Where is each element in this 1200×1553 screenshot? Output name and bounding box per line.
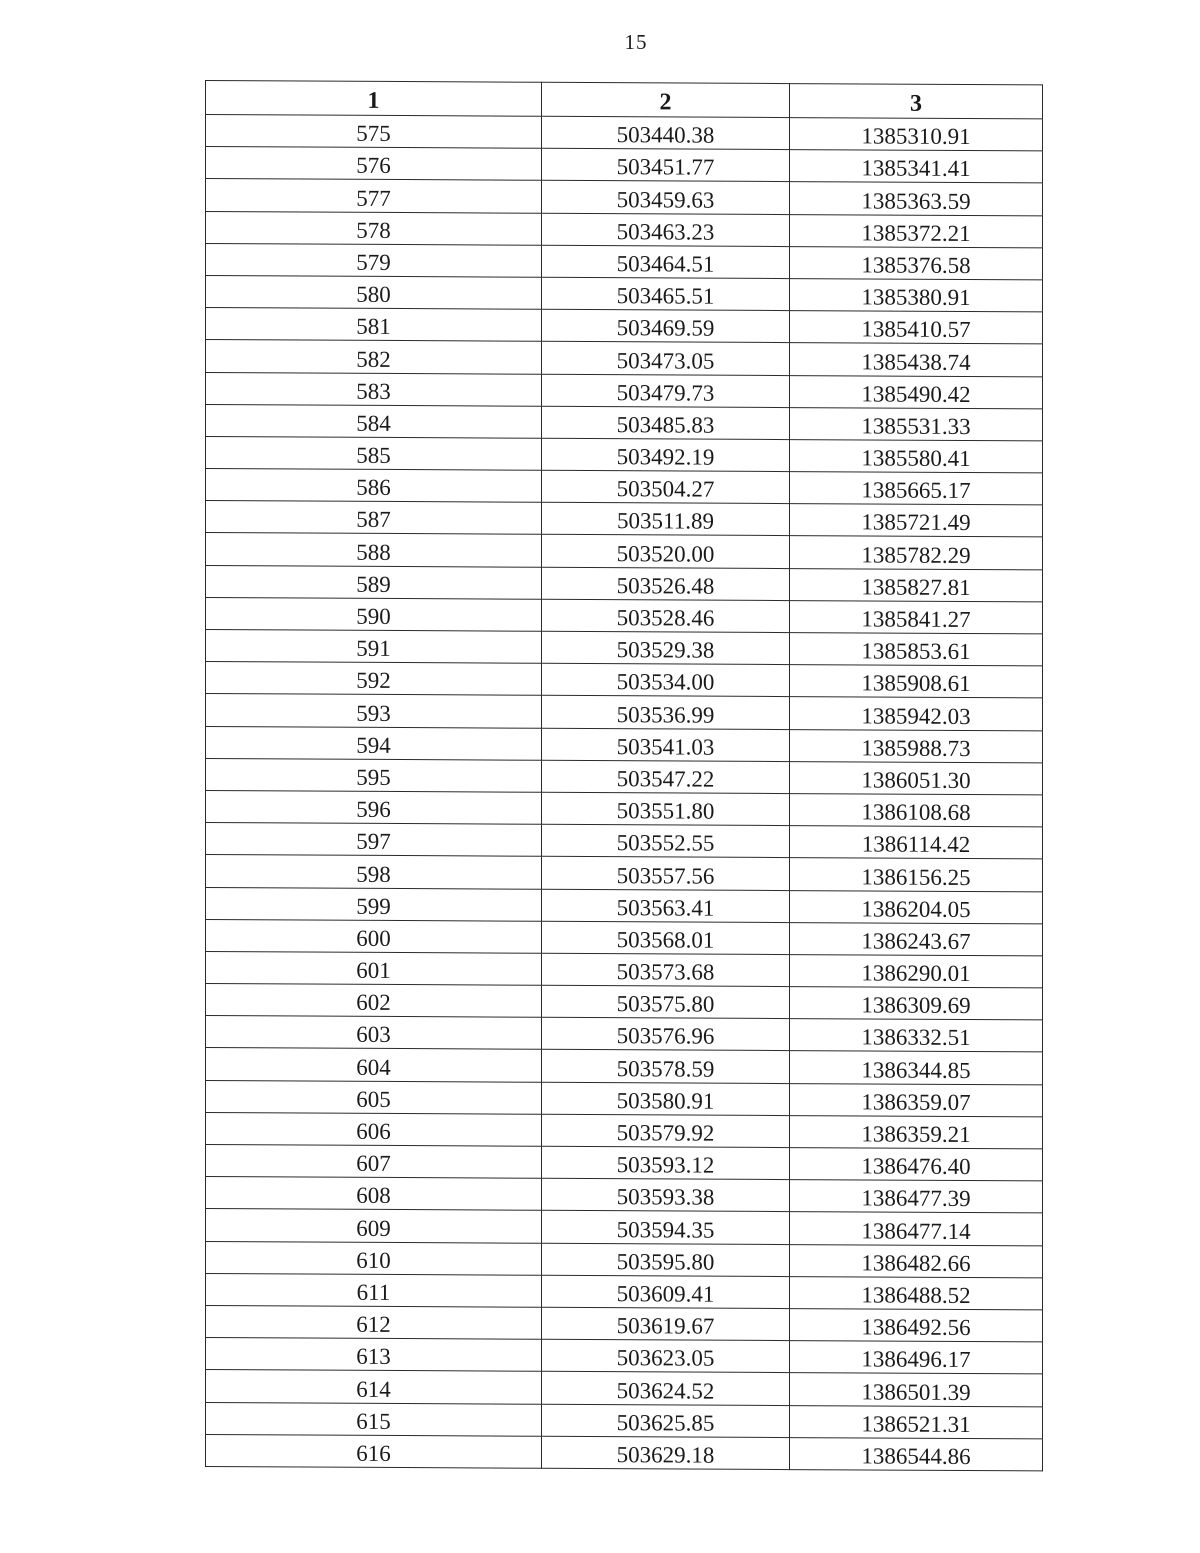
point-number-cell: 611	[206, 1273, 542, 1307]
header-row	[206, 81, 1043, 119]
table-row	[206, 1305, 1043, 1342]
table-row	[206, 1209, 1043, 1246]
table-row	[206, 1080, 1043, 1117]
point-number-cell: 587	[206, 501, 542, 535]
x-coordinate-cell: 503464.51	[542, 245, 790, 278]
y-coordinate-cell: 1386156.25	[790, 858, 1043, 892]
header-cell-col-2: 2	[542, 82, 790, 117]
table-row	[206, 1016, 1043, 1053]
point-number-cell: 600	[206, 919, 542, 953]
table-row	[206, 597, 1043, 634]
point-number-cell: 580	[206, 275, 542, 309]
x-coordinate-cell: 503479.73	[542, 374, 790, 407]
table-row	[206, 1145, 1043, 1182]
y-coordinate-cell: 1385721.49	[790, 504, 1043, 538]
y-coordinate-cell: 1386501.39	[790, 1373, 1043, 1407]
x-coordinate-cell: 503568.01	[542, 921, 790, 954]
x-coordinate-cell: 503563.41	[542, 889, 790, 922]
x-coordinate-cell: 503511.89	[542, 503, 790, 536]
y-coordinate-cell: 1385363.59	[790, 182, 1043, 216]
x-coordinate-cell: 503459.63	[542, 181, 790, 214]
table-row	[206, 1241, 1043, 1278]
table-row	[206, 694, 1043, 731]
table-row	[206, 275, 1043, 312]
x-coordinate-cell: 503625.85	[542, 1404, 790, 1437]
point-number-cell: 615	[206, 1402, 542, 1436]
x-coordinate-cell: 503594.35	[542, 1211, 790, 1244]
coordinates-table-container	[205, 80, 1042, 1471]
point-number-cell: 612	[206, 1305, 542, 1339]
table-row	[206, 1273, 1043, 1310]
point-number-cell: 584	[206, 404, 542, 438]
x-coordinate-cell: 503528.46	[542, 599, 790, 632]
y-coordinate-cell: 1386108.68	[790, 793, 1043, 827]
y-coordinate-cell: 1385341.41	[790, 150, 1043, 184]
x-coordinate-cell: 503576.96	[542, 1018, 790, 1051]
x-coordinate-cell: 503579.92	[542, 1114, 790, 1147]
x-coordinate-cell: 503575.80	[542, 985, 790, 1018]
table-row	[206, 533, 1043, 570]
table-header	[206, 81, 1043, 119]
point-number-cell: 583	[206, 372, 542, 406]
x-coordinate-cell: 503629.18	[542, 1436, 790, 1469]
table-row	[206, 758, 1043, 795]
y-coordinate-cell: 1385438.74	[790, 343, 1043, 377]
point-number-cell: 613	[206, 1338, 542, 1372]
point-number-cell: 591	[206, 630, 542, 664]
point-number-cell: 604	[206, 1048, 542, 1082]
y-coordinate-cell: 1385988.73	[790, 729, 1043, 763]
y-coordinate-cell: 1386477.39	[790, 1180, 1043, 1214]
x-coordinate-cell: 503536.99	[542, 696, 790, 729]
page-number: 15	[624, 30, 648, 54]
y-coordinate-cell: 1386544.86	[790, 1437, 1043, 1471]
y-coordinate-cell: 1386332.51	[790, 1019, 1043, 1053]
y-coordinate-cell: 1386309.69	[790, 987, 1043, 1021]
x-coordinate-cell: 503580.91	[542, 1082, 790, 1115]
y-coordinate-cell: 1386359.07	[790, 1083, 1043, 1117]
y-coordinate-cell: 1386476.40	[790, 1148, 1043, 1182]
y-coordinate-cell: 1386243.67	[790, 922, 1043, 956]
y-coordinate-cell: 1385942.03	[790, 697, 1043, 731]
table-row	[206, 726, 1043, 763]
y-coordinate-cell: 1386114.42	[790, 826, 1043, 860]
y-coordinate-cell: 1386477.14	[790, 1212, 1043, 1246]
table-row	[206, 243, 1043, 280]
table-row	[206, 179, 1043, 216]
x-coordinate-cell: 503623.05	[542, 1339, 790, 1372]
point-number-cell: 592	[206, 662, 542, 696]
header-cell-col-3: 3	[790, 84, 1043, 119]
point-number-cell: 607	[206, 1145, 542, 1179]
table-row	[206, 436, 1043, 473]
point-number-cell: 608	[206, 1177, 542, 1211]
point-number-cell: 588	[206, 533, 542, 567]
point-number-cell: 575	[206, 115, 542, 149]
table-row	[206, 469, 1043, 506]
x-coordinate-cell: 503593.12	[542, 1146, 790, 1179]
y-coordinate-cell: 1385782.29	[790, 536, 1043, 570]
table-row	[206, 951, 1043, 988]
y-coordinate-cell: 1385372.21	[790, 214, 1043, 248]
x-coordinate-cell: 503469.59	[542, 309, 790, 342]
y-coordinate-cell: 1386488.52	[790, 1276, 1043, 1310]
y-coordinate-cell: 1386359.21	[790, 1115, 1043, 1149]
y-coordinate-cell: 1385531.33	[790, 407, 1043, 441]
point-number-cell: 581	[206, 308, 542, 342]
table-row	[206, 372, 1043, 409]
x-coordinate-cell: 503551.80	[542, 792, 790, 825]
x-coordinate-cell: 503552.55	[542, 824, 790, 857]
point-number-cell: 577	[206, 179, 542, 213]
y-coordinate-cell: 1385853.61	[790, 633, 1043, 667]
point-number-cell: 579	[206, 243, 542, 277]
point-number-cell: 595	[206, 758, 542, 792]
y-coordinate-cell: 1386482.66	[790, 1244, 1043, 1278]
table-row	[206, 404, 1043, 441]
y-coordinate-cell: 1385310.91	[790, 118, 1043, 152]
y-coordinate-cell: 1386521.31	[790, 1405, 1043, 1439]
table-row	[206, 984, 1043, 1021]
point-number-cell: 603	[206, 1016, 542, 1050]
point-number-cell: 601	[206, 951, 542, 985]
y-coordinate-cell: 1385580.41	[790, 439, 1043, 473]
point-number-cell: 590	[206, 597, 542, 631]
table-row	[206, 501, 1043, 538]
table-row	[206, 790, 1043, 827]
y-coordinate-cell: 1385827.81	[790, 568, 1043, 602]
point-number-cell: 596	[206, 790, 542, 824]
x-coordinate-cell: 503492.19	[542, 438, 790, 471]
x-coordinate-cell: 503529.38	[542, 631, 790, 664]
table-row	[206, 1370, 1043, 1407]
x-coordinate-cell: 503485.83	[542, 406, 790, 439]
point-number-cell: 614	[206, 1370, 542, 1404]
point-number-cell: 589	[206, 565, 542, 599]
point-number-cell: 597	[206, 823, 542, 857]
table-row	[206, 1338, 1043, 1375]
table-row	[206, 115, 1043, 152]
coordinates-table	[205, 80, 1043, 1471]
table-row	[206, 1177, 1043, 1214]
table-row	[206, 855, 1043, 892]
point-number-cell: 598	[206, 855, 542, 889]
x-coordinate-cell: 503520.00	[542, 535, 790, 568]
y-coordinate-cell: 1385376.58	[790, 246, 1043, 280]
table-row	[206, 919, 1043, 956]
x-coordinate-cell: 503593.38	[542, 1178, 790, 1211]
point-number-cell: 578	[206, 211, 542, 245]
y-coordinate-cell: 1386204.05	[790, 890, 1043, 924]
x-coordinate-cell: 503526.48	[542, 567, 790, 600]
x-coordinate-cell: 503573.68	[542, 953, 790, 986]
table-body	[206, 115, 1043, 1471]
table-row	[206, 630, 1043, 667]
point-number-cell: 605	[206, 1080, 542, 1114]
x-coordinate-cell: 503547.22	[542, 760, 790, 793]
x-coordinate-cell: 503473.05	[542, 342, 790, 375]
x-coordinate-cell: 503504.27	[542, 470, 790, 503]
table-row	[206, 662, 1043, 699]
y-coordinate-cell: 1385908.61	[790, 665, 1043, 699]
point-number-cell: 593	[206, 694, 542, 728]
y-coordinate-cell: 1385841.27	[790, 600, 1043, 634]
header-cell-col-1: 1	[206, 81, 542, 117]
x-coordinate-cell: 503557.56	[542, 857, 790, 890]
x-coordinate-cell: 503624.52	[542, 1372, 790, 1405]
y-coordinate-cell: 1386496.17	[790, 1341, 1043, 1375]
table-row	[206, 565, 1043, 602]
x-coordinate-cell: 503463.23	[542, 213, 790, 246]
x-coordinate-cell: 503619.67	[542, 1307, 790, 1340]
y-coordinate-cell: 1385410.57	[790, 311, 1043, 345]
y-coordinate-cell: 1386051.30	[790, 761, 1043, 795]
point-number-cell: 606	[206, 1112, 542, 1146]
point-number-cell: 585	[206, 436, 542, 470]
point-number-cell: 582	[206, 340, 542, 374]
x-coordinate-cell: 503440.38	[542, 116, 790, 149]
x-coordinate-cell: 503578.59	[542, 1050, 790, 1083]
table-row	[206, 1434, 1043, 1471]
table-row	[206, 1048, 1043, 1085]
table-row	[206, 340, 1043, 377]
table-row	[206, 1402, 1043, 1439]
table-row	[206, 1112, 1043, 1149]
x-coordinate-cell: 503541.03	[542, 728, 790, 761]
x-coordinate-cell: 503595.80	[542, 1243, 790, 1276]
y-coordinate-cell: 1386290.01	[790, 954, 1043, 988]
y-coordinate-cell: 1386492.56	[790, 1308, 1043, 1342]
point-number-cell: 599	[206, 887, 542, 921]
x-coordinate-cell: 503451.77	[542, 148, 790, 181]
point-number-cell: 609	[206, 1209, 542, 1243]
table-row	[206, 308, 1043, 345]
y-coordinate-cell: 1386344.85	[790, 1051, 1043, 1085]
y-coordinate-cell: 1385380.91	[790, 278, 1043, 312]
table-row	[206, 147, 1043, 184]
y-coordinate-cell: 1385490.42	[790, 375, 1043, 409]
x-coordinate-cell: 503465.51	[542, 277, 790, 310]
point-number-cell: 610	[206, 1241, 542, 1275]
point-number-cell: 602	[206, 984, 542, 1018]
x-coordinate-cell: 503534.00	[542, 663, 790, 696]
y-coordinate-cell: 1385665.17	[790, 472, 1043, 506]
point-number-cell: 616	[206, 1434, 542, 1468]
x-coordinate-cell: 503609.41	[542, 1275, 790, 1308]
table-row	[206, 887, 1043, 924]
point-number-cell: 576	[206, 147, 542, 181]
table-row	[206, 823, 1043, 860]
point-number-cell: 586	[206, 469, 542, 503]
table-row	[206, 211, 1043, 248]
point-number-cell: 594	[206, 726, 542, 760]
